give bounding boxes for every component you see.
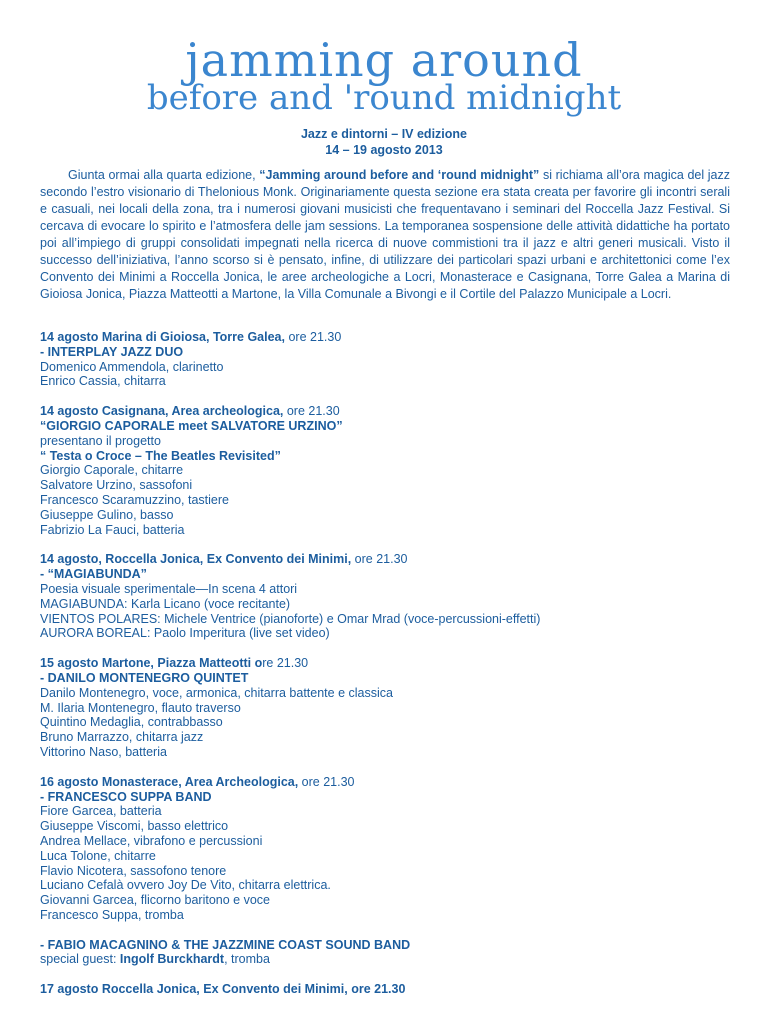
event-line-text: Bruno Marrazzo, chitarra jazz xyxy=(40,730,204,745)
event-line-text: presentano il progetto xyxy=(40,433,161,448)
event-line xyxy=(40,908,740,923)
event-line xyxy=(40,523,740,538)
guest-instrument: , tromba xyxy=(224,952,270,967)
event-block xyxy=(40,330,740,389)
event-line-text: - DANILO MONTENEGRO QUINTET xyxy=(40,670,249,685)
event-heading xyxy=(40,404,740,419)
event-line-text: Luca Tolone, chitarre xyxy=(40,848,156,863)
event-line xyxy=(40,419,740,434)
event-time: ore 21.30 xyxy=(284,330,342,344)
event-block xyxy=(40,656,740,760)
event-line xyxy=(40,612,740,627)
event-heading xyxy=(40,330,740,345)
event-line xyxy=(40,730,740,745)
event-line xyxy=(40,360,740,375)
event-time: ore 21.30 xyxy=(298,774,355,789)
event-line xyxy=(40,804,740,819)
event-line-text: - FRANCESCO SUPPA BAND xyxy=(40,789,212,804)
event-line xyxy=(40,582,740,597)
event-line-text: Flavio Nicotera, sassofono tenore xyxy=(40,863,227,878)
edition-label: Jazz e dintorni – IV edizione xyxy=(300,127,467,141)
event-line xyxy=(40,671,740,686)
intro-body: si richiama all’ora magica del jazz secondo l’estro visionario di Thelonious Monk. Originariamente questa sezione era stata creata per favorire gli incontri serali e casuali, nei locali della zona, tra i numerosi giovani musicisti che frequentavano i seminari del Roccella Jazz Festival. Si cercava di evocare lo spirito e l’atmosfera delle jam sessions. La temporanea sospensione delle attività didattiche ha portato poi all’impiego di gruppi consolidati impegnati nella ricerca di nuove commistioni tra il jazz e altri generi musicali. Visto il successo dell’iniziativa, l’anno scorso si è pensato, infine, di utilizzare dei particolari spazi urbani e architettonici come l’ex Convento dei Minimi a Roccella Jonica, le aree archeologiche a Locri, Monasterace e Casignana, Torre Galea a Marina di Gioiosa Jonica, Piazza Matteotti a Martone, la Villa Comunale a Bivongi e il Cortile del Palazzo Municipale a Locri. xyxy=(40,168,731,301)
event-date-venue: 14 agosto Casignana, Area archeologica, xyxy=(40,404,284,419)
event-line xyxy=(40,834,740,849)
event-block xyxy=(40,775,740,923)
event-line-text: AURORA BOREAL: Paolo Imperitura (live set video) xyxy=(40,626,330,641)
event-line-text: Giorgio Caporale, chitarre xyxy=(40,463,184,478)
event-heading xyxy=(40,982,740,997)
event-date-venue: 16 agosto Monasterace, Area Archeologica, xyxy=(40,774,299,789)
event-line xyxy=(40,790,740,805)
event-line-text: Andrea Mellace, vibrafono e percussioni xyxy=(40,833,263,848)
event-time: ore 21.30 xyxy=(283,404,340,419)
event-list xyxy=(40,330,740,1012)
intro-highlight: “Jamming around before and ‘round midnight” xyxy=(259,168,540,182)
event-line xyxy=(40,626,740,641)
edition-dates: 14 – 19 agosto 2013 xyxy=(325,143,443,157)
event-line xyxy=(40,686,740,701)
event-line xyxy=(40,952,740,967)
event-line xyxy=(40,819,740,834)
event-line-text: Luciano Cefalà ovvero Joy De Vito, chitarra elettrica. xyxy=(40,878,331,893)
event-date-venue: 14 agosto Marina di Gioiosa, Torre Galea, xyxy=(40,330,285,344)
event-line-text: M. Ilaria Montenegro, flauto traverso xyxy=(40,700,241,715)
event-block xyxy=(40,404,740,537)
event-line-text: special guest: xyxy=(40,952,120,967)
event-line-text: Fabrizio La Fauci, batteria xyxy=(40,522,185,537)
event-line xyxy=(40,493,740,508)
event-heading xyxy=(40,656,740,671)
event-line-text: Francesco Scaramuzzino, tastiere xyxy=(40,492,229,507)
event-line-text: Giuseppe Gulino, basso xyxy=(40,507,174,522)
event-line-text: Enrico Cassia, chitarra xyxy=(40,374,166,389)
event-line-text: VIENTOS POLARES: Michele Ventrice (pianoforte) e Omar Mrad (voce-percussioni-effetti) xyxy=(40,611,541,626)
event-line-text: “GIORGIO CAPORALE meet SALVATORE URZINO” xyxy=(40,418,343,433)
event-date-venue: 17 agosto Roccella Jonica, Ex Convento dei Minimi, ore 21.30 xyxy=(40,982,406,997)
event-line-text: Francesco Suppa, tromba xyxy=(40,907,184,922)
event-line xyxy=(40,893,740,908)
event-line-text: Poesia visuale sperimentale—In scena 4 attori xyxy=(40,581,298,596)
edition-info xyxy=(0,126,768,158)
event-date-venue: 14 agosto, Roccella Jonica, Ex Convento dei Minimi, xyxy=(40,552,352,567)
event-line xyxy=(40,701,740,716)
event-block xyxy=(40,938,740,968)
event-heading xyxy=(40,552,740,567)
event-line xyxy=(40,567,740,582)
event-heading xyxy=(40,938,740,953)
event-line xyxy=(40,374,740,389)
event-line xyxy=(40,463,740,478)
page-subtitle: before and 'round midnight xyxy=(146,78,622,118)
event-line xyxy=(40,478,740,493)
event-line xyxy=(40,745,740,760)
event-block xyxy=(40,552,740,641)
event-date-venue: 15 agosto Martone, Piazza Matteotti o xyxy=(40,656,263,671)
event-line-text: Salvatore Urzino, sassofoni xyxy=(40,478,193,493)
event-line xyxy=(40,345,740,360)
intro-paragraph xyxy=(40,167,730,303)
event-line xyxy=(40,508,740,523)
event-line-text: Giuseppe Viscomi, basso elettrico xyxy=(40,819,229,834)
event-line-text: - INTERPLAY JAZZ DUO xyxy=(40,344,184,359)
page-title: jamming around xyxy=(185,33,583,87)
event-line xyxy=(40,597,740,612)
event-line xyxy=(40,864,740,879)
event-time: ore 21.30 xyxy=(351,552,408,567)
event-line xyxy=(40,849,740,864)
event-line xyxy=(40,434,740,449)
event-date-venue: - FABIO MACAGNINO & THE JAZZMINE COAST SOUND BAND xyxy=(40,937,411,952)
event-line-text: “ Testa o Croce – The Beatles Revisited” xyxy=(40,448,281,463)
event-line-text: Danilo Montenegro, voce, armonica, chitarra battente e classica xyxy=(40,685,393,700)
event-line-text: MAGIABUNDA: Karla Licano (voce recitante) xyxy=(40,596,291,611)
guest-name: Ingolf Burckhardt xyxy=(119,952,225,967)
event-line-text: Domenico Ammendola, clarinetto xyxy=(40,359,224,374)
event-line-text: - “MAGIABUNDA” xyxy=(40,567,147,582)
event-line-text: Vittorino Naso, batteria xyxy=(40,744,167,759)
event-heading xyxy=(40,775,740,790)
event-line xyxy=(40,878,740,893)
event-line-text: Quintino Medaglia, contrabbasso xyxy=(40,715,223,730)
event-time: re 21.30 xyxy=(262,656,309,671)
event-line-text: Giovanni Garcea, flicorno baritono e voce xyxy=(40,893,270,908)
event-line xyxy=(40,715,740,730)
event-line xyxy=(40,449,740,464)
event-block xyxy=(40,982,740,997)
intro-lead: Giunta ormai alla quarta edizione, xyxy=(68,168,260,182)
event-line-text: Fiore Garcea, batteria xyxy=(40,804,162,819)
